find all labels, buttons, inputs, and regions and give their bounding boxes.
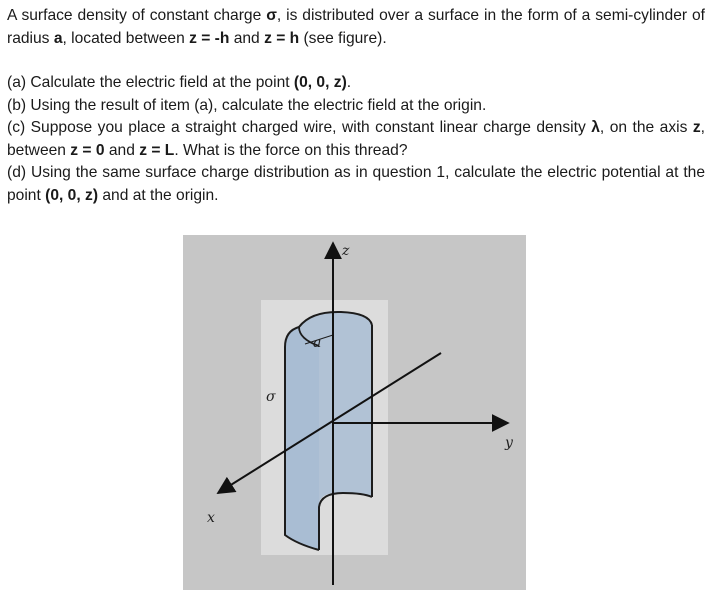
radius-symbol: a xyxy=(53,29,63,47)
intro-paragraph xyxy=(7,5,705,50)
semi-cylinder-surface xyxy=(285,327,322,550)
problem-text xyxy=(7,5,705,207)
item-c-axis: z xyxy=(692,119,701,136)
item-c-z0: z = 0 xyxy=(70,141,105,159)
x-axis-label: x xyxy=(207,510,215,526)
intro-text-3: , located between xyxy=(62,29,190,47)
semi-cylinder-figure xyxy=(183,235,526,590)
item-c xyxy=(7,117,705,162)
item-a-point: (0, 0, z) xyxy=(293,74,347,91)
item-d-text-1: (d) Using the same surface charge distribution as in question 1, calculate the electric potential at the point xyxy=(7,164,705,204)
item-c-text-2: , on the axis xyxy=(599,119,693,136)
item-c-text-1: (c) Suppose you place a straight charged wire, with constant linear charge density xyxy=(7,119,592,136)
z-axis-label: z xyxy=(342,243,350,259)
intro-text-5: (see figure). xyxy=(299,29,387,47)
item-b xyxy=(7,95,705,118)
item-c-text-3: , between xyxy=(7,119,705,159)
paragraph-gap xyxy=(7,50,705,72)
item-a-text: (a) Calculate the electric field at the point xyxy=(7,74,294,91)
y-axis-label: y xyxy=(505,435,513,451)
item-d-text-2: and at the origin. xyxy=(98,186,219,204)
intro-text-1: A surface density of constant charge xyxy=(7,7,267,24)
item-c-zL: z = L xyxy=(139,141,175,159)
z-upper-bound: z = h xyxy=(264,29,300,47)
intro-text-2: , is distributed over a surface in the form of a semi-cylinder of radius xyxy=(7,7,705,47)
item-d xyxy=(7,162,705,207)
intro-text-4: and xyxy=(229,29,265,47)
sigma-symbol: σ xyxy=(266,7,277,24)
sigma-label: σ xyxy=(266,389,276,405)
figure-svg xyxy=(183,235,526,590)
item-a-end: . xyxy=(346,74,352,91)
item-c-text-4: and xyxy=(104,141,140,159)
z-lower-bound: z = -h xyxy=(189,29,230,47)
radius-label: a xyxy=(313,335,322,351)
item-c-text-5: . What is the force on this thread? xyxy=(174,141,408,159)
item-b-text: (b) Using the result of item (a), calculate the electric field at the origin. xyxy=(7,96,487,114)
lambda-symbol: λ xyxy=(591,119,600,136)
item-a xyxy=(7,72,705,95)
item-d-point: (0, 0, z) xyxy=(45,186,99,204)
